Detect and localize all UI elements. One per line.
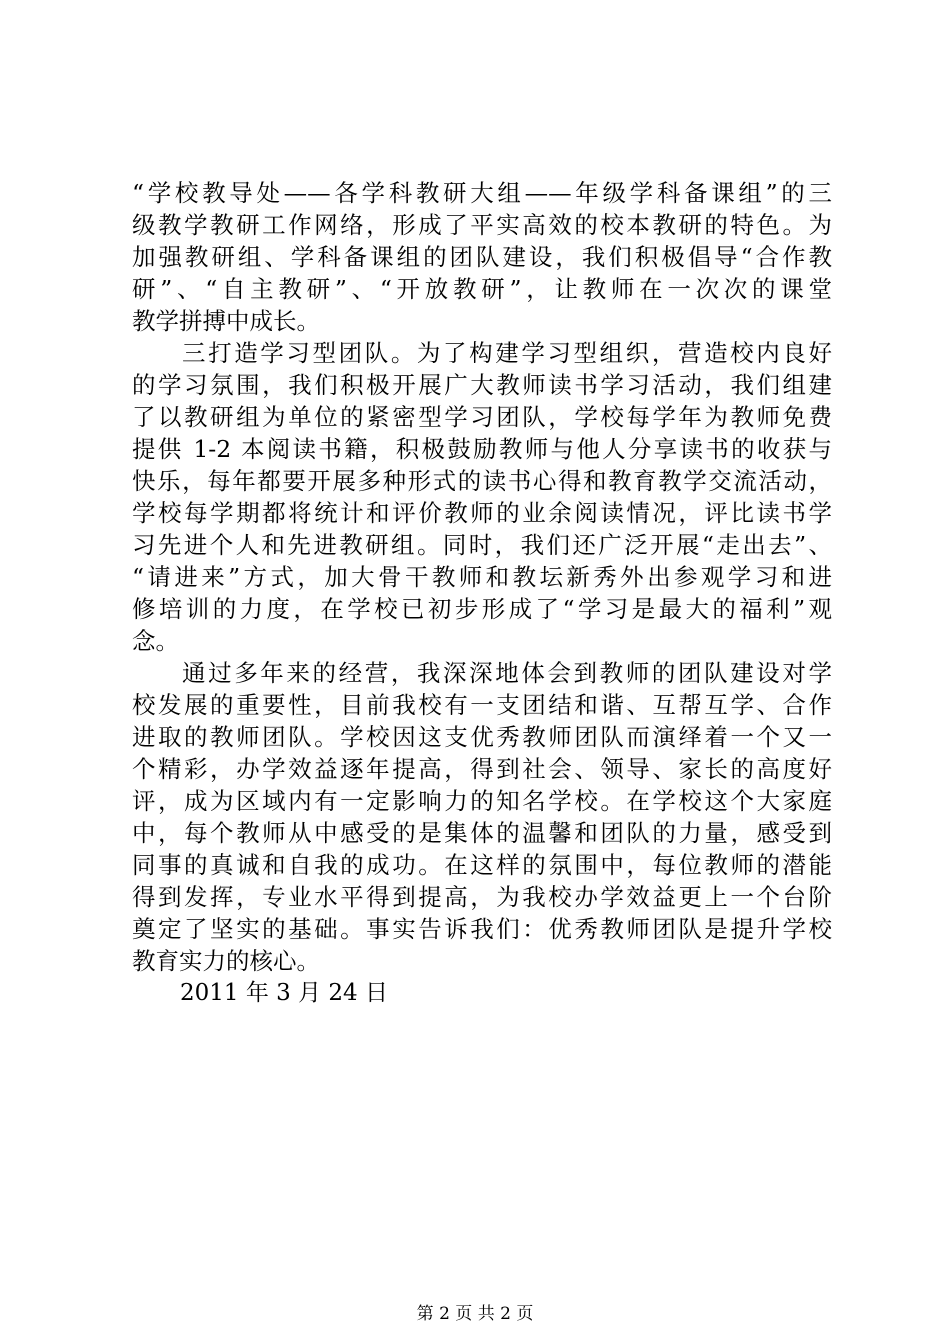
paragraph-2-line-8: “请进来”方式，加大骨干教师和教坛新秀外出参观学习和进 bbox=[132, 563, 832, 591]
paragraph-2-line-7: 习先进个人和先进教研组。同时，我们还广泛开展“走出去”、 bbox=[132, 531, 832, 559]
paragraph-3-line-2: 校发展的重要性，目前我校有一支团结和谐、互帮互学、合作 bbox=[132, 691, 832, 719]
paragraph-2-line-3: 了以教研组为单位的紧密型学习团队，学校每学年为教师免费 bbox=[132, 403, 832, 431]
paragraph-2-line-6: 学校每学期都将统计和评价教师的业余阅读情况，评比读书学 bbox=[132, 499, 832, 527]
paragraph-3-line-6: 中，每个教师从中感受的是集体的温馨和团队的力量，感受到 bbox=[132, 819, 832, 847]
paragraph-3-line-9: 奠定了坚实的基础。事实告诉我们：优秀教师团队是提升学校 bbox=[132, 915, 832, 943]
paragraph-3-line-5: 评，成为区域内有一定影响力的知名学校。在学校这个大家庭 bbox=[132, 787, 832, 815]
document-date: 2011 年 3 月 24 日 bbox=[180, 980, 388, 1006]
paragraph-2-line-9: 修培训的力度，在学校已初步形成了“学习是最大的福利”观 bbox=[132, 595, 832, 623]
paragraph-1-line-2: 级教学教研工作网络，形成了平实高效的校本教研的特色。为 bbox=[132, 211, 832, 239]
page-footer: 第 2 页 共 2 页 bbox=[416, 1304, 534, 1324]
paragraph-3-line-4: 个精彩，办学效益逐年提高，得到社会、领导、家长的高度好 bbox=[132, 755, 832, 783]
paragraph-3-line-7: 同事的真诚和自我的成功。在这样的氛围中，每位教师的潜能 bbox=[132, 851, 832, 879]
paragraph-2-line-2: 的学习氛围，我们积极开展广大教师读书学习活动，我们组建 bbox=[132, 371, 832, 399]
paragraph-3-line-1: 通过多年来的经营，我深深地体会到教师的团队建设对学 bbox=[182, 659, 832, 687]
paragraph-3-line-8: 得到发挥，专业水平得到提高，为我校办学效益更上一个台阶 bbox=[132, 883, 832, 911]
paragraph-2-line-1: 三打造学习型团队。为了构建学习型组织，营造校内良好 bbox=[182, 339, 832, 367]
paragraph-1-line-5: 教学拼搏中成长。 bbox=[132, 307, 320, 335]
paragraph-3-line-3: 进取的教师团队。学校因这支优秀教师团队而演绎着一个又一 bbox=[132, 723, 832, 751]
paragraph-2-line-10: 念。 bbox=[132, 627, 179, 655]
paragraph-1-line-4: 研”、“自主教研”、“开放教研”，让教师在一次次的课堂 bbox=[132, 275, 832, 303]
paragraph-1-line-1: “学校教导处——各学科教研大组——年级学科备课组”的三 bbox=[132, 179, 832, 207]
paragraph-1-line-3: 加强教研组、学科备课组的团队建设，我们积极倡导“合作教 bbox=[132, 243, 832, 271]
paragraph-3-line-10: 教育实力的核心。 bbox=[132, 947, 320, 975]
paragraph-2-line-4: 提供 1-2 本阅读书籍，积极鼓励教师与他人分享读书的收获与 bbox=[132, 435, 832, 463]
paragraph-2-line-5: 快乐，每年都要开展多种形式的读书心得和教育教学交流活动， bbox=[132, 467, 832, 495]
